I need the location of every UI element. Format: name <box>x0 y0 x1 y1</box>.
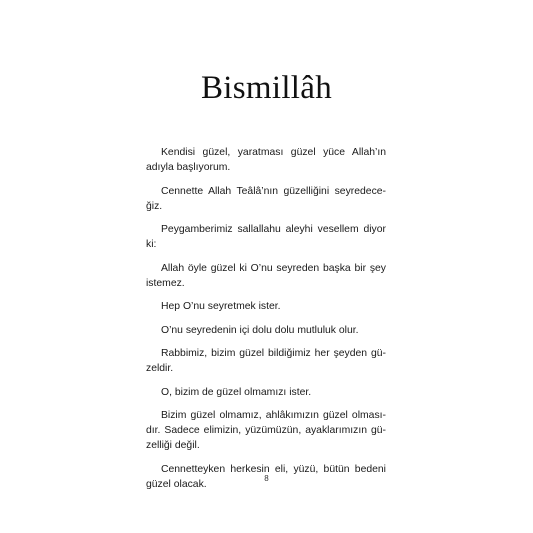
text-line: Bizim güzel olmamız, ahlâkımızın güzel olması- <box>161 410 386 421</box>
text-line: dır. Sadece elimizin, yüzümüzün, ayaklarımızın gü- <box>146 425 386 436</box>
paragraph <box>146 261 386 291</box>
text-line: Kendisi güzel, yaratması güzel yüce Allah’ın <box>161 147 386 158</box>
text-line: Cennette Allah Teâlâ’nın güzelliğini seyredece- <box>161 185 386 197</box>
text-line: O’nu seyredenin içi dolu dolu mutluluk olur. <box>161 324 359 336</box>
page-title: Bismillâh <box>200 70 333 106</box>
text-line: zelliği değil. <box>146 440 200 451</box>
paragraph <box>146 346 386 376</box>
body-text <box>146 145 386 500</box>
text-line: Peygamberimiz sallallahu aleyhi vesellem diyor <box>161 224 386 235</box>
text-line: ğiz. <box>146 200 163 212</box>
text-line: Rabbimiz, bizim güzel bildiğimiz her şeyden gü- <box>161 348 386 359</box>
text-line: istemez. <box>146 277 185 289</box>
text-line: güzel olacak. <box>146 478 207 490</box>
text-line: O, bizim de güzel olmamızı ister. <box>161 386 312 398</box>
text-line: Allah öyle güzel ki O’nu seyreden başka bir şey <box>161 262 386 274</box>
paragraph <box>146 385 386 400</box>
paragraph <box>146 222 386 252</box>
text-line: zeldir. <box>146 363 174 374</box>
paragraph <box>146 299 386 314</box>
text-line: ki: <box>146 239 157 250</box>
paragraph <box>146 184 386 214</box>
paragraph <box>146 408 386 453</box>
paragraph <box>146 145 386 175</box>
page-number: 8 <box>264 474 269 483</box>
text-line: adıyla başlıyorum. <box>146 162 231 173</box>
paragraph <box>146 323 386 338</box>
text-line: Hep O’nu seyretmek ister. <box>161 301 281 312</box>
text-line: Cennetteyken herkesin eli, yüzü, bütün bedeni <box>161 463 386 475</box>
